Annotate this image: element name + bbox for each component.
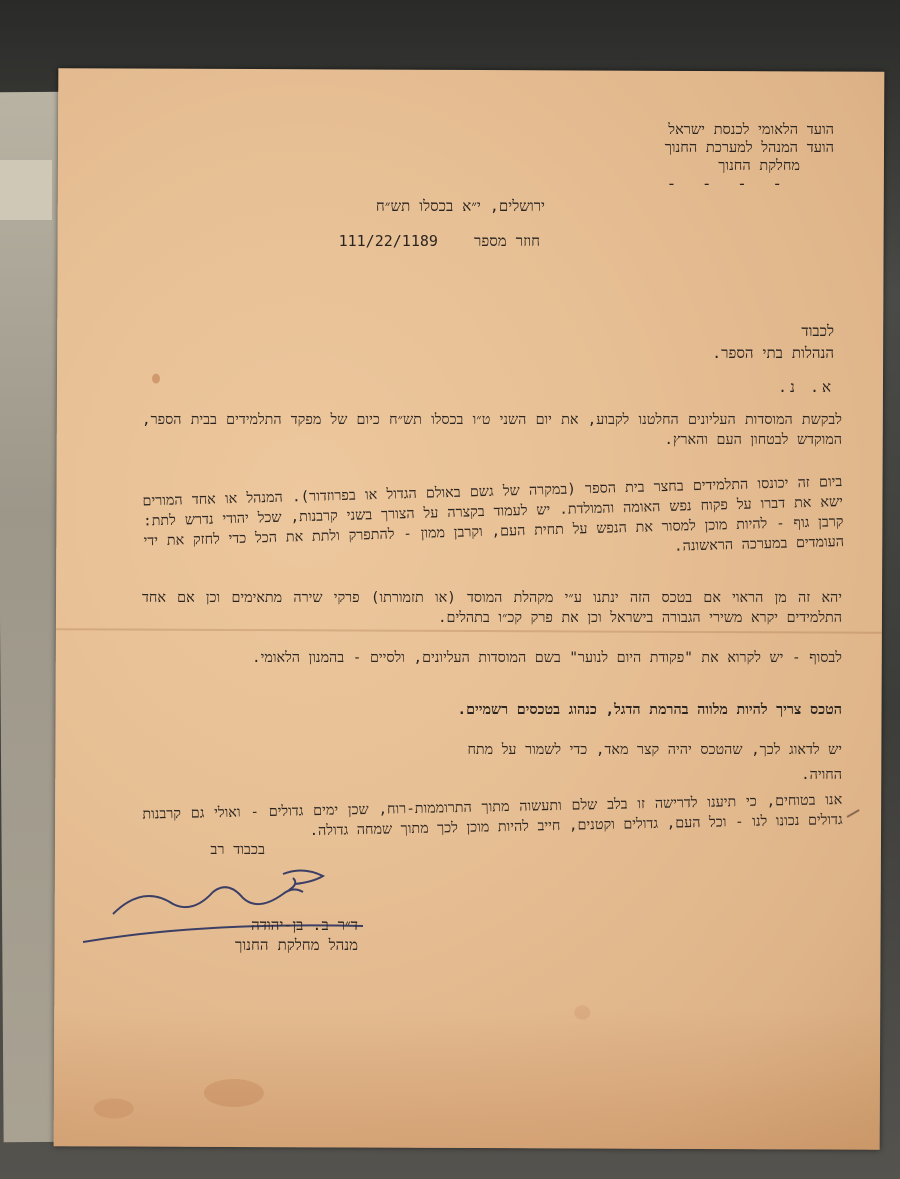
letter-date: ירושלים, י״א בכסלו תש״ח bbox=[375, 197, 545, 215]
body-paragraph: אנו בטוחים, כי תיענו לדרישה זו בלב שלם ותעשוה מתוך התרוממות-רוח, שכן ימים גדולים - ואולי גם קרבנות גדולים נכונו לנו - וכל העם, גדולים וקטנים, חייב להיות מוכן לכך מתוך שמחה גדולה. bbox=[142, 791, 843, 840]
body-paragraph: יש לדאוג לכך, שהטכס יהיה קצר מאד, כדי לשמור על מתח bbox=[467, 742, 842, 758]
letterhead-line: הועד המנהל למערכת החנוך bbox=[664, 140, 834, 156]
letterhead-dashes: - - - - bbox=[666, 174, 790, 193]
body-paragraph: יהא זה מן הראוי אם בטכס הזה ינתנו ע״י מקהלת המוסד (או תזמורתו) פרקי שירה מתאימים וכן אם אחד התלמידים יקרא משירי הגבורה בישראל וכן את פרק קכ״ו בתהלים. bbox=[142, 590, 842, 626]
stain bbox=[204, 1079, 264, 1107]
circular-reference bbox=[339, 232, 540, 251]
stain bbox=[574, 1005, 590, 1019]
recipient-address bbox=[712, 320, 834, 364]
body-paragraph: הטכס צריך להיות מלווה בהרמת הדגל, כנהוג בטכסים רשמיים. bbox=[457, 702, 842, 718]
paper-fold bbox=[56, 628, 882, 634]
signatory-block bbox=[235, 915, 358, 955]
letterhead-line: הועד הלאומי לכנסת ישראל bbox=[668, 122, 834, 138]
underlying-sheet-tab bbox=[0, 160, 52, 220]
stain bbox=[152, 374, 160, 384]
closing-phrase: בכבוד רב bbox=[210, 842, 265, 858]
paper-mark bbox=[847, 809, 866, 828]
body-paragraph: החויה. bbox=[801, 767, 842, 783]
address-line: לכבוד bbox=[801, 322, 834, 340]
reference-label: חוזר מספר bbox=[474, 232, 540, 250]
address-line: הנהלות בתי הספר. bbox=[712, 344, 834, 362]
body-paragraph: לבסוף - יש לקרוא את "פקודת היום לנוער" בשם המוסדות העליונים, ולסיים - בהמנון הלאומי. bbox=[252, 650, 842, 666]
letterhead-line: מחלקת החנוך bbox=[718, 158, 800, 174]
body-paragraph: ביום זה יכונסו התלמידים בחצר בית הספר (במקרה של גשם באולם הגדול או בפרוזדור). המנהל או אחד המורים ישא את דברו על פקוח נפש האומה והמולדת. יש לעמוד בקצרה על הצורך בשני קרבנות, שכל יהודי נדרש לתת: קרבן גוף - להיות מוכן למסור את הנפש על תחית העם, וקרבן ממון - להתפרק ולתת את הכל כדי לחזק את ידי העומדים במערכה הראשונה. bbox=[142, 473, 845, 555]
letterhead bbox=[665, 121, 834, 193]
reference-number: 111/22/1189 bbox=[338, 232, 438, 250]
body-paragraph: לבקשת המוסדות העליונים החלטנו לקבוע, את יום השני ט״ו בכסלו תש״ח כיום של מפקד התלמידים בבית הספר, המוקדש לבטחון העם והארץ. bbox=[142, 412, 842, 448]
salutation: א. נ. bbox=[778, 378, 834, 396]
stain bbox=[94, 1098, 134, 1118]
signatory-name: ד״ר ב. בן-יהודה bbox=[251, 916, 358, 934]
signatory-title: מנהל מחלקת החנוך bbox=[234, 936, 358, 954]
